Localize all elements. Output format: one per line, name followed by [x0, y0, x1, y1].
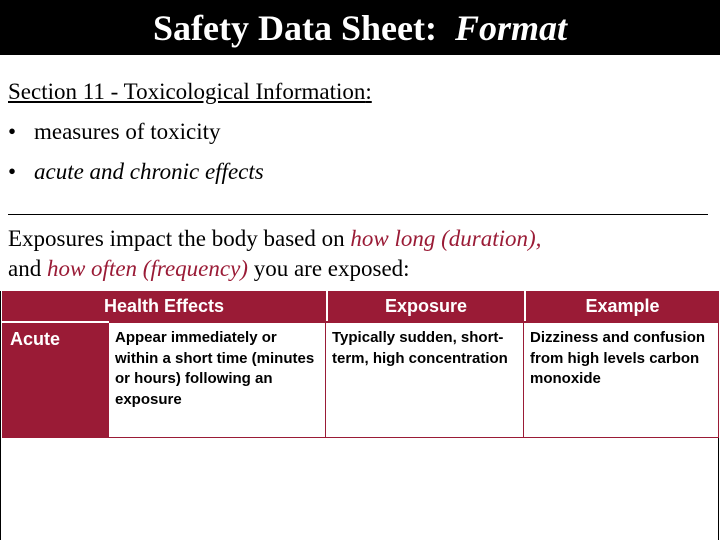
header-exposure: Exposure — [326, 291, 524, 321]
bullet-text: acute and chronic effects — [34, 159, 264, 184]
cell-example: Dizziness and confusion from high levels carbon monoxide — [524, 321, 719, 438]
section-heading-text: Section 11 - Toxicological Information — [8, 79, 366, 104]
section-colon: : — [365, 79, 372, 104]
title-bar — [0, 0, 720, 55]
section-heading — [8, 78, 372, 106]
exposure-paragraph — [8, 224, 718, 284]
cell-effect: Appear immediately or within a short time (minutes or hours) following an exposure — [109, 321, 326, 438]
bullet-text: measures of toxicity — [34, 119, 221, 144]
bullet-dot: • — [8, 119, 17, 144]
title-main: Safety Data Sheet: — [153, 8, 437, 48]
frequency-emphasis: how often (frequency) — [46, 256, 248, 281]
bullet-item — [8, 158, 264, 186]
exposure-text: and — [8, 256, 47, 281]
title-italic: Format — [454, 8, 567, 48]
exposure-text: you are exposed: — [247, 256, 410, 281]
duration-emphasis: how long (duration), — [350, 226, 542, 251]
divider — [8, 214, 708, 215]
bullet-item — [8, 118, 221, 146]
row-label-acute: Acute — [2, 321, 109, 438]
header-health-effects: Health Effects — [2, 291, 326, 321]
header-example: Example — [524, 291, 719, 321]
slide-title — [0, 8, 720, 48]
bullet-dot: • — [8, 159, 17, 184]
exposure-text: Exposures impact the body based on — [8, 226, 351, 251]
cell-exposure: Typically sudden, short-term, high concentration — [326, 321, 524, 438]
